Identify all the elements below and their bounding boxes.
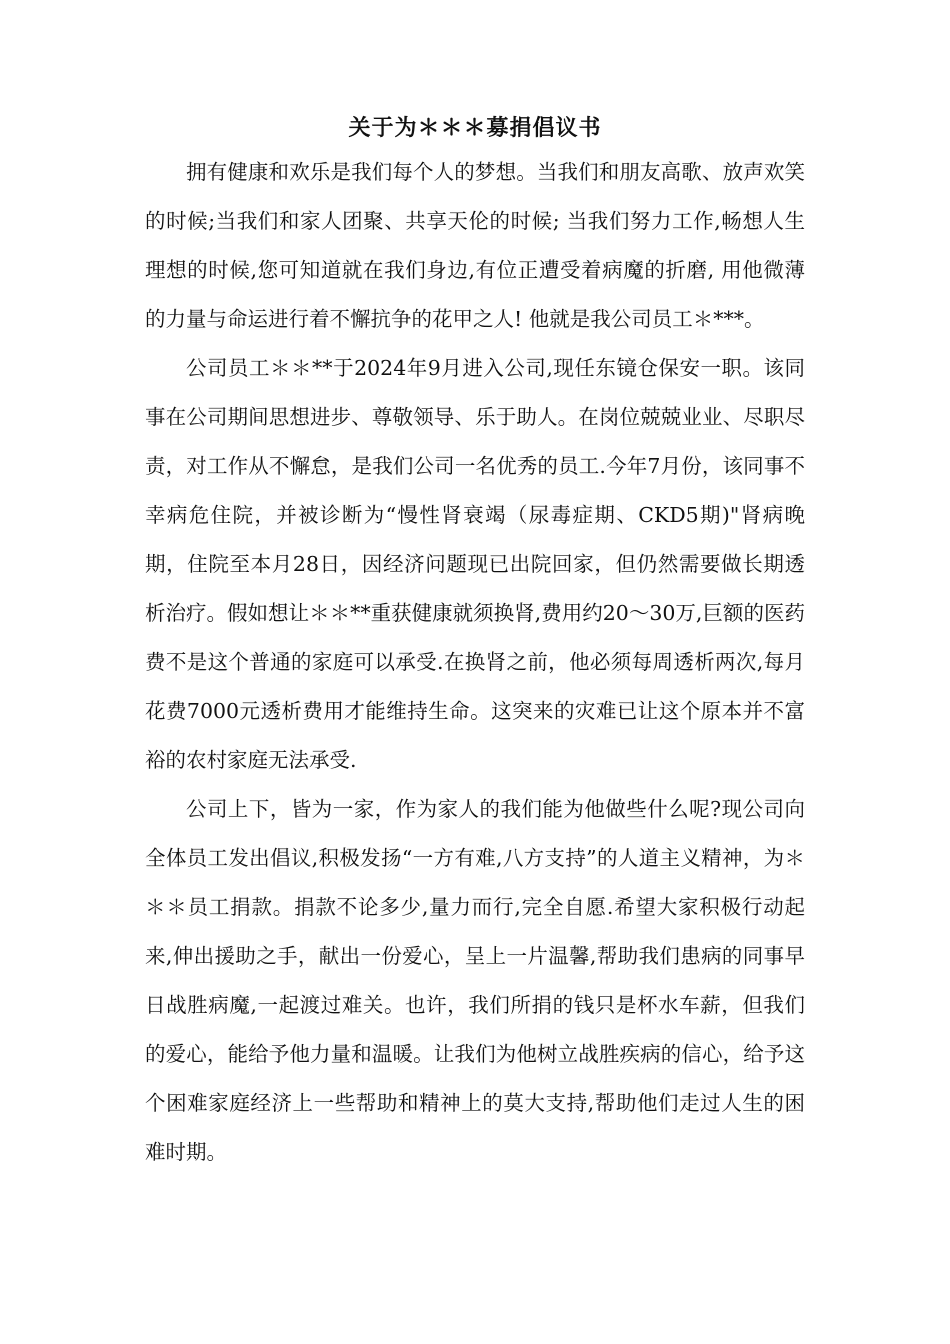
document-title: 关于为＊＊＊募捐倡议书 bbox=[348, 115, 602, 141]
paragraph-intro: 拥有健康和欢乐是我们每个人的梦想。当我们和朋友高歌、放声欢笑的时候;当我们和家人团聚、共享天伦的时候; 当我们努力工作,畅想人生理想的时候,您可知道就在我们身边,有位正遭受着病魔的折磨, 用他微薄的力量与命运进行着不懈抗争的花甲之人! 他就是我公司员工＊***。 bbox=[145, 160, 805, 331]
paragraph-employee-situation: 公司员工＊＊**于2024年9月进入公司,现任东镜仓保安一职。该同事在公司期间思想进步、尊敬领导、乐于助人。在岗位兢兢业业、尽职尽责，对工作从不懈怠，是我们公司一名优秀的员工.今年7月份，该同事不幸病危住院，并被诊断为“慢性肾衰竭（尿毒症期、CKD5期)"肾病晚期，住院至本月28日，因经济问题现已出院回家，但仍然需要做长期透析治疗。假如想让＊＊**重获健康就须换肾,费用约20～30万,巨额的医药费不是这个普通的家庭可以承受.在换肾之前，他必须每周透析两次,每月花费7000元透析费用才能维持生命。这突来的灾难已让这个原本并不富裕的农村家庭无法承受. bbox=[145, 356, 805, 772]
document-body bbox=[145, 108, 805, 1177]
paragraph-call-to-action: 公司上下，皆为一家，作为家人的我们能为他做些什么呢?现公司向全体员工发出倡议,积极发扬“一方有难,八方支持”的人道主义精神，为＊＊＊员工捐款。捐款不论多少,量力而行,完全自愿.希望大家积极行动起来,伸出援助之手，献出一份爱心，呈上一片温馨,帮助我们患病的同事早日战胜病魔,一起渡过难关。也许，我们所捐的钱只是杯水车薪，但我们的爱心，能给予他力量和温暖。让我们为他树立战胜疾病的信心，给予这个困难家庭经济上一些帮助和精神上的莫大支持,帮助他们走过人生的困难时期。 bbox=[145, 797, 805, 1164]
